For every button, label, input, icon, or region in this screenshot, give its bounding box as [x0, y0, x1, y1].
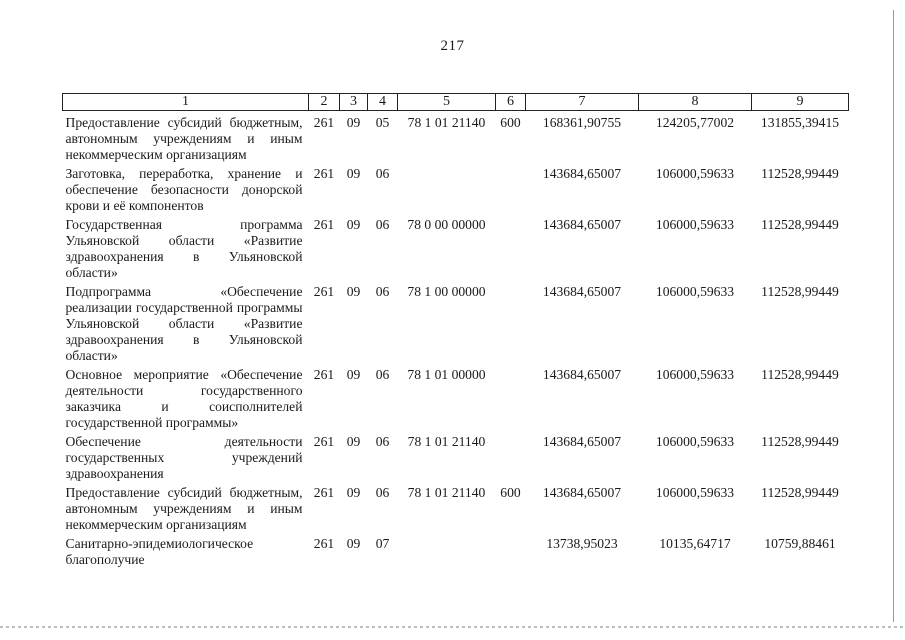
- row-expense-type: 600: [500, 485, 521, 500]
- row-target-article: 78 1 01 00000: [407, 367, 486, 382]
- row-name: Заготовка, переработка, хранение и обеспечение безопасности донорской крови и её компонентов: [65, 166, 303, 213]
- row-amount-1: 168361,90755: [542, 115, 622, 130]
- row-amount-1: 143684,65007: [542, 166, 622, 181]
- row-expense-type: [496, 166, 526, 217]
- row-subsection: 06: [375, 434, 390, 449]
- row-target-article: [398, 536, 496, 571]
- row-subsection: 06: [375, 485, 390, 500]
- row-amount-2: 10135,64717: [659, 536, 731, 551]
- row-target-article: 78 1 01 21140: [407, 115, 486, 130]
- row-section: 09: [346, 166, 361, 181]
- row-expense-type: [496, 217, 526, 284]
- table-row: [63, 111, 849, 167]
- page-edge-bottom: [0, 626, 905, 628]
- row-subsection: 06: [375, 217, 390, 232]
- row-admin-code: 261: [313, 485, 335, 500]
- row-amount-1: 13738,95023: [546, 536, 618, 551]
- col-header-1: 1: [63, 94, 309, 111]
- col-header-5: 5: [398, 94, 496, 111]
- row-name: Государственная программа Ульяновской области «Развитие здравоохранения в Ульяновской области»: [65, 217, 303, 280]
- col-header-3: 3: [340, 94, 368, 111]
- row-target-article: 78 1 00 00000: [407, 284, 486, 299]
- row-target-article: 78 1 01 21140: [407, 485, 486, 500]
- row-admin-code: 261: [313, 166, 335, 181]
- col-header-9: 9: [752, 94, 849, 111]
- row-amount-2: 106000,59633: [655, 217, 735, 232]
- row-admin-code: 261: [313, 434, 335, 449]
- row-amount-2: 106000,59633: [655, 166, 735, 181]
- row-target-article: 78 1 01 21140: [407, 434, 486, 449]
- row-subsection: 06: [375, 166, 390, 181]
- page-edge-right: [893, 10, 894, 622]
- col-header-7: 7: [526, 94, 639, 111]
- row-admin-code: 261: [313, 115, 335, 130]
- row-amount-1: 143684,65007: [542, 284, 622, 299]
- row-subsection: 06: [375, 367, 390, 382]
- page-number: 217: [440, 38, 465, 54]
- row-name: Санитарно-эпидемиологическое благополучие: [65, 536, 254, 567]
- row-amount-3: 112528,99449: [761, 217, 839, 232]
- row-amount-3: 112528,99449: [761, 434, 839, 449]
- row-admin-code: 261: [313, 367, 335, 382]
- row-name: Предоставление субсидий бюджетным, автономным учреждениям и иным некоммерческим организациям: [65, 485, 303, 532]
- row-admin-code: 261: [313, 536, 335, 551]
- table-row: [63, 166, 849, 217]
- row-name: Основное мероприятие «Обеспечение деятельности государственного заказчика и соисполнителей государственной программы»: [65, 367, 303, 430]
- row-expense-type: [496, 434, 526, 485]
- row-amount-3: 112528,99449: [761, 485, 839, 500]
- col-header-4: 4: [368, 94, 398, 111]
- row-target-article: [398, 166, 496, 217]
- row-amount-2: 106000,59633: [655, 367, 735, 382]
- budget-table: [62, 93, 849, 571]
- row-target-article: 78 0 00 00000: [407, 217, 486, 232]
- row-section: 09: [346, 367, 361, 382]
- row-name: Предоставление субсидий бюджетным, автономным учреждениям и иным некоммерческим организациям: [65, 115, 303, 162]
- row-expense-type: [496, 284, 526, 367]
- row-section: 09: [346, 485, 361, 500]
- row-amount-1: 143684,65007: [542, 367, 622, 382]
- row-expense-type: [496, 536, 526, 571]
- row-amount-3: 10759,88461: [764, 536, 836, 551]
- row-subsection: 07: [375, 536, 390, 551]
- row-name: Подпрограмма «Обеспечение реализации государственной программы Ульяновской области «Развитие здравоохранения в Ульяновской области»: [65, 284, 303, 363]
- row-section: 09: [346, 115, 361, 130]
- row-section: 09: [346, 284, 361, 299]
- col-header-6: 6: [496, 94, 526, 111]
- row-amount-2: 106000,59633: [655, 485, 735, 500]
- table-header-row: [63, 94, 849, 111]
- row-expense-type: 600: [500, 115, 521, 130]
- row-amount-2: 124205,77002: [655, 115, 735, 130]
- row-name: Обеспечение деятельности государственных учреждений здравоохранения: [65, 434, 303, 481]
- row-amount-2: 106000,59633: [655, 284, 735, 299]
- table-row: [63, 536, 849, 571]
- table-row: [63, 217, 849, 284]
- row-section: 09: [346, 434, 361, 449]
- row-amount-1: 143684,65007: [542, 485, 622, 500]
- col-header-8: 8: [639, 94, 752, 111]
- table-row: [63, 485, 849, 536]
- row-subsection: 06: [375, 284, 390, 299]
- row-amount-3: 112528,99449: [761, 284, 839, 299]
- row-section: 09: [346, 217, 361, 232]
- row-amount-3: 112528,99449: [761, 166, 839, 181]
- row-amount-3: 112528,99449: [761, 367, 839, 382]
- row-amount-1: 143684,65007: [542, 434, 622, 449]
- row-admin-code: 261: [313, 284, 335, 299]
- col-header-2: 2: [309, 94, 340, 111]
- row-expense-type: [496, 367, 526, 434]
- row-amount-2: 106000,59633: [655, 434, 735, 449]
- row-amount-1: 143684,65007: [542, 217, 622, 232]
- table-row: [63, 434, 849, 485]
- row-subsection: 05: [375, 115, 390, 130]
- row-admin-code: 261: [313, 217, 335, 232]
- row-amount-3: 131855,39415: [760, 115, 840, 130]
- row-section: 09: [346, 536, 361, 551]
- table-row: [63, 367, 849, 434]
- table-row: [63, 284, 849, 367]
